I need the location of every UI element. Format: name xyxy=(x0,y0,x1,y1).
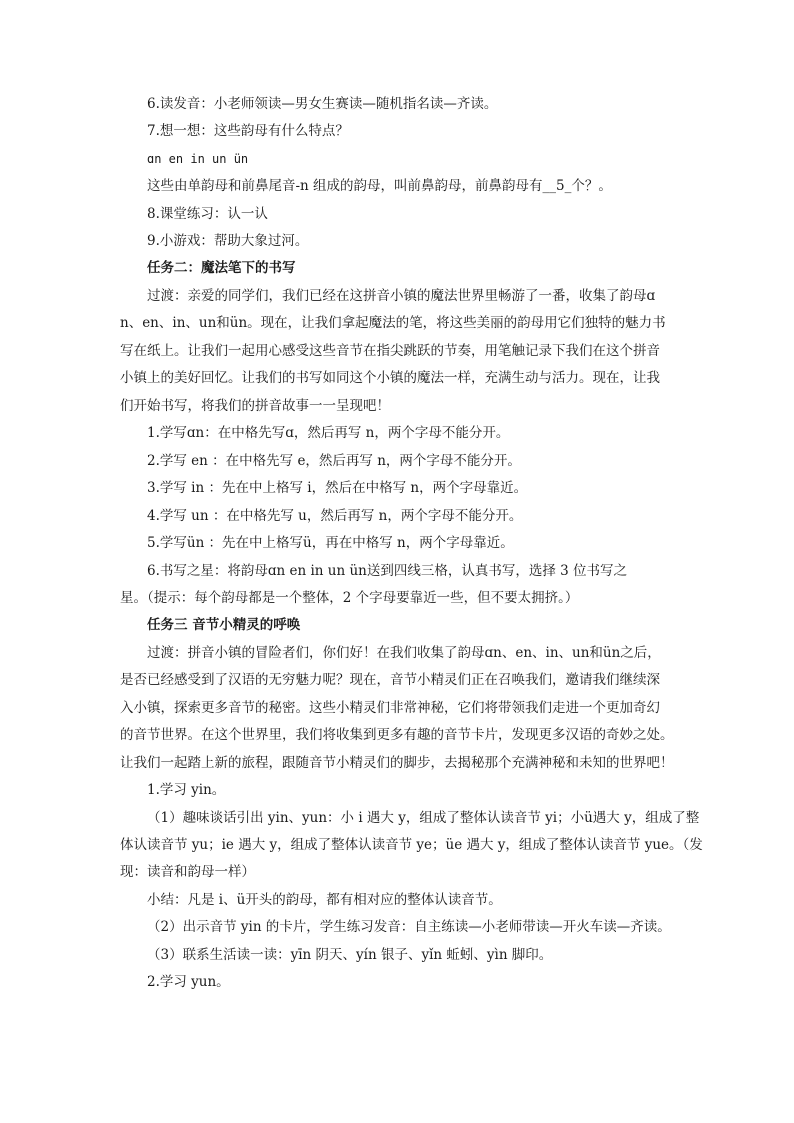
task-2-transition-line-3: 写在纸上。让我们一起用心感受这些音节在指尖跳跃的节奏，用笔触记录下我们在这个拼音 xyxy=(120,343,660,359)
task-3-transition-line-4: 的音节世界。在这个世界里，我们将收集到更多有趣的音节卡片，发现更多汉语的奇妙之处。 xyxy=(120,727,674,743)
step-7-think: 7.想一想：这些韵母有什么特点？ xyxy=(147,123,349,139)
yin-point-1-line-2: 体认读音节 yu；ie 遇大 y，组成了整体认读音节 ye；üe 遇大 y，组成了整体认读音节 yue。（发 xyxy=(120,837,703,853)
yin-point-1-line-3: 现：读音和韵母一样） xyxy=(120,864,255,880)
yin-point-3: （3）联系生活读一读：yīn 阴天、yín 银子、yǐn 蚯蚓、yìn 脚印。 xyxy=(147,947,553,963)
yin-point-2: （2）出示音节 yin 的卡片，学生练习发音：自主练读—小老师带读—开火车读—齐读。 xyxy=(147,919,671,935)
write-vn: 5.学写ün ：先在中上格写ü，再在中格写 n，两个字母靠近。 xyxy=(147,535,514,551)
front-nasal-explanation: 这些由单韵母和前鼻尾音-n 组成的韵母，叫前鼻韵母，前鼻韵母有__5_个？。 xyxy=(147,178,612,194)
task-3-transition-line-5: 让我们一起踏上新的旅程，跟随音节小精灵们的脚步，去揭秘那个充满神秘和未知的世界吧！ xyxy=(120,755,674,771)
task-2-heading: 任务二：魔法笔下的书写 xyxy=(147,260,296,276)
learn-yun-heading: 2.学习 yun。 xyxy=(147,974,230,990)
task-3-transition-line-1: 过渡：拼音小镇的冒险者们，你们好！在我们收集了韵母ɑn、en、in、un和ün之后， xyxy=(147,645,661,661)
task-2-transition-line-4: 小镇上的美好回忆。让我们的书写如同这个小镇的魔法一样，充满生动与活力。现在，让我 xyxy=(120,370,660,386)
task-3-heading: 任务三 音节小精灵的呼唤 xyxy=(147,617,301,633)
writing-star-line-1: 6.书写之星：将韵母ɑn en in un ün送到四线三格，认真书写，选择 3 位书写之 xyxy=(147,563,628,579)
task-2-transition-line-2: n、en、in、un和ün。现在，让我们拿起魔法的笔，将这些美丽的韵母用它们独特的魅力书 xyxy=(120,315,666,331)
task-2-transition-line-1: 过渡：亲爱的同学们，我们已经在这拼音小镇的魔法世界里畅游了一番，收集了韵母ɑ xyxy=(147,288,656,304)
task-3-transition-line-2: 是否已经感受到了汉语的无穷魅力呢？现在，音节小精灵们正在召唤我们，邀请我们继续深 xyxy=(120,672,660,688)
step-6-read-pronunciation: 6.读发音：小老师领读—男女生赛读—随机指名读—齐读。 xyxy=(147,96,498,112)
finals-list: ɑn en in un ün xyxy=(147,152,249,166)
summary: 小结：凡是 i、ü开头的韵母，都有相对应的整体认读音节。 xyxy=(147,892,502,908)
task-2-transition-line-5: 们开始书写，将我们的拼音故事一一呈现吧！ xyxy=(120,398,390,414)
learn-yin-heading: 1.学习 yin。 xyxy=(147,782,226,798)
write-an: 1.学写ɑn：在中格先写ɑ，然后再写 n，两个字母不能分开。 xyxy=(147,425,510,441)
step-9-game: 9.小游戏：帮助大象过河。 xyxy=(147,233,309,249)
write-un: 4.学写 un ：在中格先写 u，然后再写 n，两个字母不能分开。 xyxy=(147,508,523,524)
yin-point-1-line-1: （1）趣味谈话引出 yin、yun：小 i 遇大 y，组成了整体认读音节 yi；小ü遇大 y，组成了整 xyxy=(147,810,700,826)
write-in: 3.学写 in ：先在中上格写 i，然后在中格写 n，两个字母靠近。 xyxy=(147,480,528,496)
step-8-practice: 8.课堂练习：认一认 xyxy=(147,206,268,222)
writing-star-line-2: 星。（提示：每个韵母都是一个整体，2 个字母要靠近一些，但不要太拥挤。） xyxy=(120,590,579,606)
write-en: 2.学写 en ：在中格先写 e，然后再写 n，两个字母不能分开。 xyxy=(147,453,521,469)
task-3-transition-line-3: 入小镇，探索更多音节的秘密。这些小精灵们非常神秘，它们将带领我们走进一个更加奇幻 xyxy=(120,700,660,716)
